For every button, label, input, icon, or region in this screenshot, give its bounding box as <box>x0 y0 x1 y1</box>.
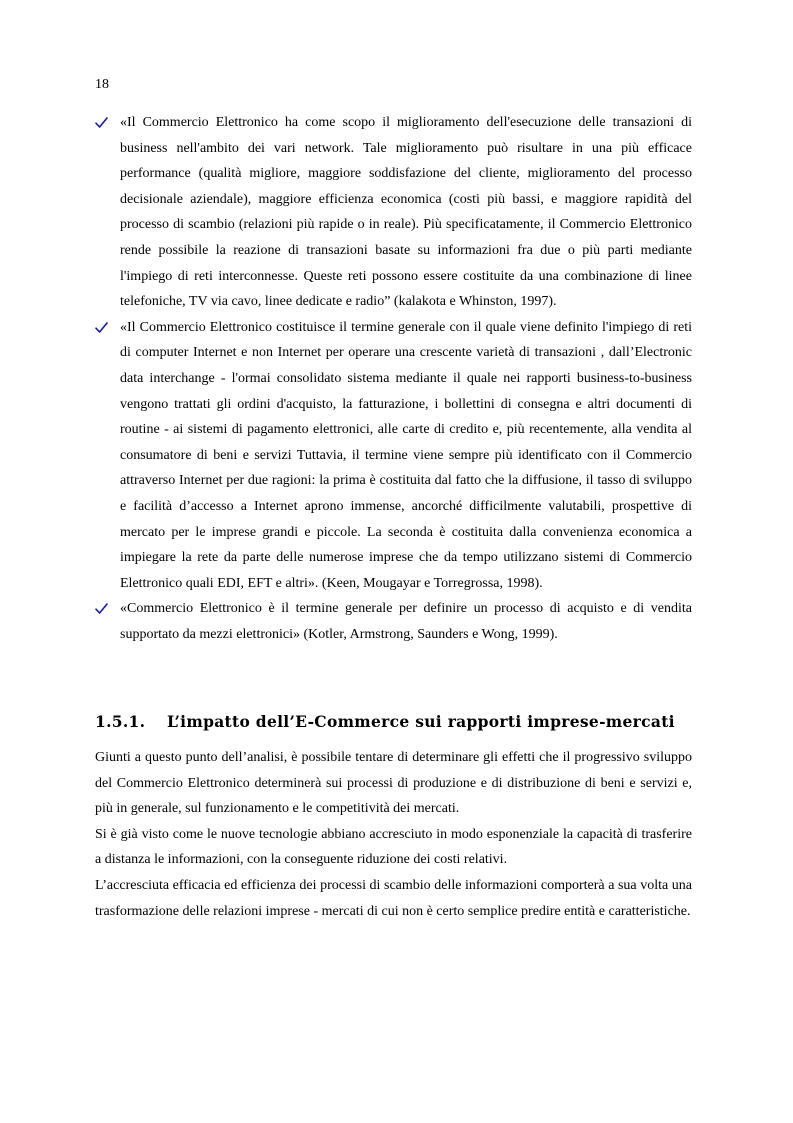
bullet-item <box>95 315 692 597</box>
paragraph: L’accresciuta efficacia ed efficienza dei processi di scambio delle informazioni comporterà a sua volta una trasformazione delle relazioni imprese - mercati di cui non è certo semplice predire entità e caratteristiche. <box>95 877 692 919</box>
check-icon <box>95 602 108 615</box>
section-title: L’impatto dell’E-Commerce sui rapporti imprese-mercati <box>167 712 675 731</box>
paragraph: Si è già visto come le nuove tecnologie abbiano accresciuto in modo esponenziale la capacità di trasferire a distanza le informazioni, con la conseguente riduzione dei costi relativi. <box>95 826 692 868</box>
page-number: 18 <box>95 77 109 92</box>
bullet-text: «Commercio Elettronico è il termine generale per definire un processo di acquisto e di vendita supportato da mezzi elettronici» (Kotler, Armstrong, Saunders e Wong, 1999). <box>120 601 692 642</box>
bullet-item <box>95 596 692 647</box>
section-heading <box>95 710 695 734</box>
bullet-text: «Il Commercio Elettronico costituisce il termine generale con il quale viene definito l'impiego di reti di computer Internet e non Internet per operare una crescente varietà di transazioni , dall’Electronic data interchange - l'ormai consolidato sistema mediante il quale nei rapporti business-to-business vengono trattati gli ordini d'acquisto, la fatturazione, i bollettini di consegna e altri documenti di routine - ai sistemi di pagamento elettronici, alle carte di credito e, più recentemente, alla vendita al consumatore di beni e servizi Tuttavia, il termine viene sempre più identificato con il Commercio attraverso Internet per due ragioni: la prima è costituita dal fatto che la diffusione, il tasso di sviluppo e facilità d’accesso a Internet aprono immense, ancorché difficilmente valutabili, prospettive di mercato per le imprese grandi e piccole. La seconda è costituita dalla convenienza economica a impiegare la rete da parte delle numerose imprese che da tempo utilizzano sistemi di Commercio Elettronico quali EDI, EFT e altri». (Keen, Mougayar e Torregrossa, 1998). <box>120 319 692 591</box>
body-text <box>95 745 692 924</box>
bullet-text: «Il Commercio Elettronico ha come scopo il miglioramento dell'esecuzione delle transazioni di business nell'ambito dei vari network. Tale miglioramento può risultare in una più efficace performance (qualità migliore, maggiore soddisfazione del cliente, miglioramento del processo decisionale aziendale), maggiore efficienza economica (costi più bassi, e maggiore rapidità del processo di scambio (relazioni più rapide o in reale). Più specificatamente, il Commercio Elettronico rende possibile la reazione di transazioni basate su informazioni fra due o più parti mediante l'impiego di reti interconnesse. Queste reti possono essere costituite da una combinazione di linee telefoniche, TV via cavo, linee dedicate e radio” (kalakota e Whinston, 1997). <box>120 115 692 310</box>
check-icon <box>95 321 108 334</box>
paragraph: Giunti a questo punto dell’analisi, è possibile tentare di determinare gli effetti che il progressivo sviluppo del Commercio Elettronico determinerà sui processi di produzione e di distribuzione di beni e servizi e, più in generale, sul funzionamento e le competitività dei mercati. <box>95 750 692 817</box>
quote-bullet-list <box>95 110 692 647</box>
section-number: 1.5.1. <box>95 712 146 731</box>
check-icon <box>95 116 108 129</box>
bullet-item <box>95 110 692 315</box>
